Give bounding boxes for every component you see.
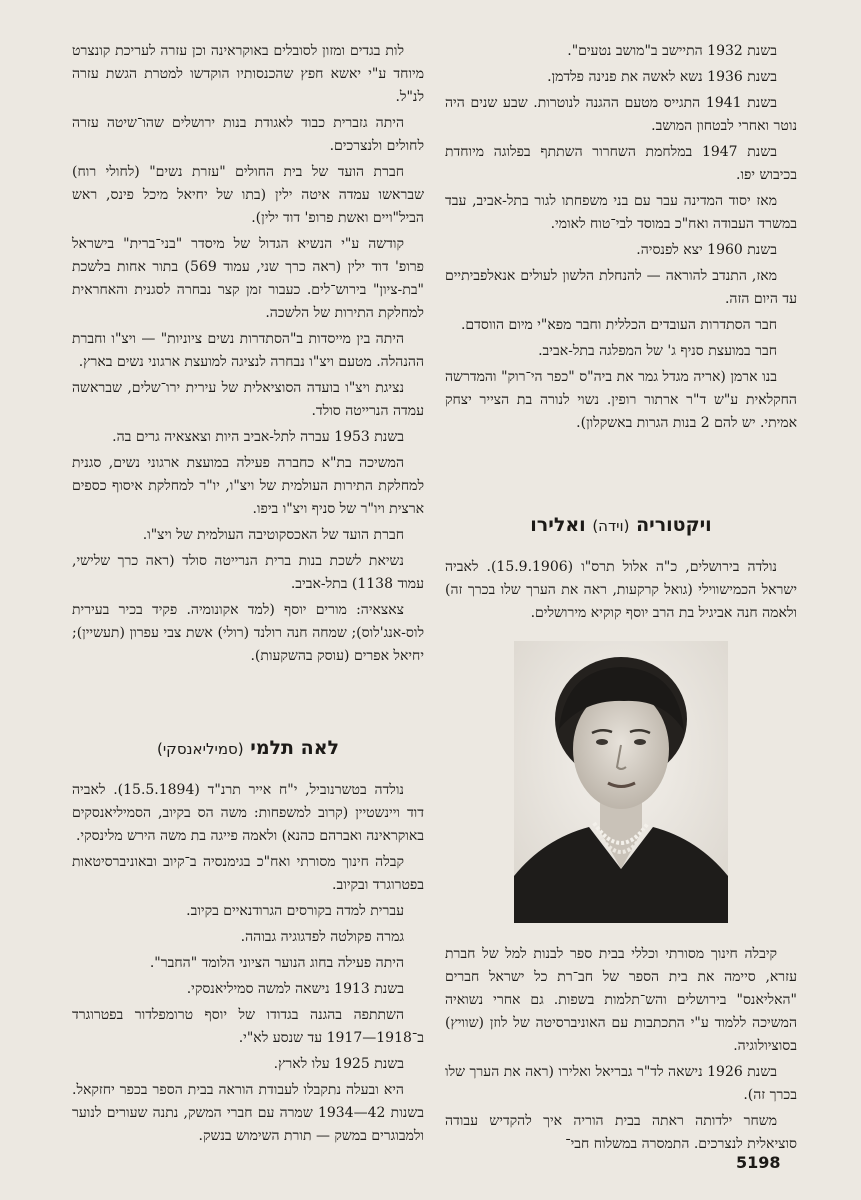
paragraph: בשנת 1932 התיישב ב"מושב נטעים". — [567, 43, 777, 59]
paragraph: בנו ארמן (אריה מגדל גמר את ביה"ס "כפר הי־רוק" והמדרשה החקלאית ע"ש ד"ר ארתור רופין. נשוי לנורה בת הצייר יצחק אמיתי. יש להם 2 בנות הגרות באשקלון). — [445, 369, 797, 431]
paragraph: מאז, התנדב להוראה — להנחלת הלשון לעולים אנאלפביתיים עד היום הזה. — [445, 268, 797, 307]
entry-surname: ואלירו — [530, 514, 586, 536]
paragraph: נולדה בטשרנוביל, י"ח אייר תרנ"ד (15.5.1894). לאביה דוד ויינשטיין (קרוב למשפחות: משה הס בקיוב, הסמיליאנסקים באוקראינה ואברהם כהנא) ולאמה פייגה בת משה הירש מלינסקי. — [72, 782, 424, 844]
paragraph: משחר ילדותה ראתה בבית הוריה איך להקדיש עבודה סוציאלית לנצרכים. התמסרה במשלוח חבי־ — [445, 1113, 797, 1152]
paragraph: חברת הועד של האכסקוטיבה העולמית של ויצ"ו. — [142, 527, 404, 543]
paragraph: בשנת 1925 עלו לארץ. — [273, 1056, 404, 1072]
paragraph: קודשה ע"י הנשיא הגדול של מיסדר "בני־ברית" בישראל פרופ' דוד ילין (ראה כרך שני, עמוד 569) בתור אחות בלשכת "בת-ציון" בירוש־לים. כעבור זמן קצר נבחרה לסגנית והאחראית למחלקת התירות של הלשכה. — [72, 236, 424, 321]
paragraph: בשנת 1913 נישאה למשה סמיליאנסקי. — [186, 981, 404, 997]
paragraph: בשנת 1926 נישאה לד"ר גבריאל ואלירו (ראה את הערך שלו בכרך זה). — [445, 1064, 797, 1103]
paragraph: חבר במועצת סניף ג' של המפלגה בתל-אביב. — [538, 343, 777, 359]
paragraph: נציגת ויצ"ו בועדה הסוציאלית של עירית ירו־שלים, שבראשה עמדה הנרייטה סולד. — [72, 380, 424, 419]
paragraph: בשנת 1960 יצא לפנסיה. — [636, 242, 777, 258]
paragraph: עברית למדה בקורסים הגרודנאיים בקיוב. — [186, 903, 404, 919]
paragraph: היתה גזברית כבוד לאגודת בנות ירושלים שהו־שיטה עזרה לחולים ולנצרכים. — [72, 115, 424, 154]
entry-name: לאה תלמי — [250, 737, 340, 759]
paragraph: גמרה פקולטה לפדגוגיה גבוהה. — [240, 929, 404, 945]
intro-paragraph: נולדה בירושלים, כ"ה אלול תרס"ו (15.9.1906). לאביה ישראל הכמישווילי (גואל קרקעות, ראה את הערך שלו בכרך זה) ולאמה חנה אביגיל בת הרב יוסף קוקיא מירושלים. — [445, 559, 797, 621]
portrait-image — [514, 641, 728, 923]
paragraph: בשנת 1941 התגייס מטעם ההגנה לנוטרות. שבע שנים היה נוטר ואחרי לבטחון המושב. — [445, 95, 797, 134]
page-number: 5198 — [736, 1153, 781, 1172]
paragraph: המשיכה בת"א כחברה פעילה במועצת ארגוני נשים, סגנית למחלקת התירות העולמית של ויצ"ו, יו"ר למחלקת איסוף כספים ארצית ויו"ר של סניף ויצ"ו ביפו. — [72, 455, 424, 517]
paragraph: נשיאת לשכת בנות ברית הנרייטה סולד (ראה כרך שלישי, עמוד 1138) בתל-אביב. — [72, 553, 424, 592]
paragraph: קיבלה חינוך מסורתי וכללי בבית ספר לבנות למל של חברת עזרא, סיימה את בית הספר של חב־רת כל ישראל חברים "האליאנס" בירושלים והש־תלמות בשפות. גם אחרי נשואיה המשיכה ללמוד ע"י התכתבות עם האוניברסיטה של לוזן (שוויץ) בסוציולוגיה. — [445, 946, 797, 1054]
paragraph: צאצאיה: מורים יוסף (למד אקונומיה. פקיד בכיר בעירית לוס-אנג'לוס); שמחה חנה רולנד (רולי) אשת צבי עפרון (תעשיין); יחיאל אפרים (עוסק בהשקעות). — [72, 602, 424, 664]
paragraph: לות בגדים ומזון לסובלים באוקראינה וכן עזרה לעריכת קונצרט מיוחד ע"י יאשא חפץ שהכנסותיו הוקדשו למטרת הגשת עזרה לנ"ל. — [72, 43, 424, 105]
paragraph: היא ובעלה נתקבלו לעבודת הוראה בבית הספר בכפר יחזקאל. בשנות 42—1934 שמרה עם חברי המשק, נתנה שעורים לנוער ולמבוגרים במשק — תורת השימוש בנשק. — [72, 1082, 424, 1144]
left-column — [72, 40, 424, 1151]
right-column — [445, 40, 797, 1159]
paragraph: היתה פעילה בחוג הנוער הציוני הלומד "החבר". — [149, 955, 404, 971]
paragraph: בשנת 1953 עברה לתל-אביב היות וצאצאיה גרים בה. — [112, 429, 404, 445]
paragraph: בשנת 1947 במלחמת השחרור השתתף בפלוגה מיוחדת בכיבוש יפו. — [445, 144, 797, 183]
paragraph: השתתפה בהגנה בגדודו של יוסף טרומפלדור בפטרוגרד ב־1918—1917 עד שנסע לא"י. — [72, 1007, 424, 1046]
paragraph: חבר הסתדרות העובדים הכללית וחבר מפא"י מיום הווסדם. — [460, 317, 777, 333]
paragraph: חברת הועד של בית החולים "עזרת נשים" (לחולי רוח) שבראשו עמדה איטה ילין (בתו של יחיאל מיכל פינס, ראש הביל"ויים ואשת פרופ' דוד ילין). — [72, 164, 424, 226]
paragraph: בשנת 1936 נשא לאשה את פנינה פלדמן. — [547, 69, 777, 85]
entry-nickname: (וידה) — [592, 517, 630, 535]
paragraph: היתה בין מייסדות ב"הסתדרות נשים ציוניות" — ויצ"ו וחברת ההנהלה. מטעם ויצ"ו נבחרה לנציגה למועצת ארגוני נשים בארץ. — [72, 331, 424, 370]
entry-heading-lea-talmi — [72, 736, 424, 761]
paragraph: קבלה חינוך מסורתי ואח"כ בגימנסיה ב־קיוב ובאוניברסיטאות בפטרוגרד ובקיוב. — [72, 854, 424, 893]
portrait-photo — [514, 641, 728, 923]
entry-maiden-name: (סמיליאנסקי) — [156, 740, 244, 758]
entry-first-name: ויקטוריה — [636, 514, 712, 536]
paragraph: מאז יסוד המדינה עבר עם בני משפחתו לגור בתל-אביב, עבד במשרד העבודה ואח"כ במוסד לבי־טוח לאומי. — [445, 193, 797, 232]
entry-heading-victoria-valero — [445, 513, 797, 538]
